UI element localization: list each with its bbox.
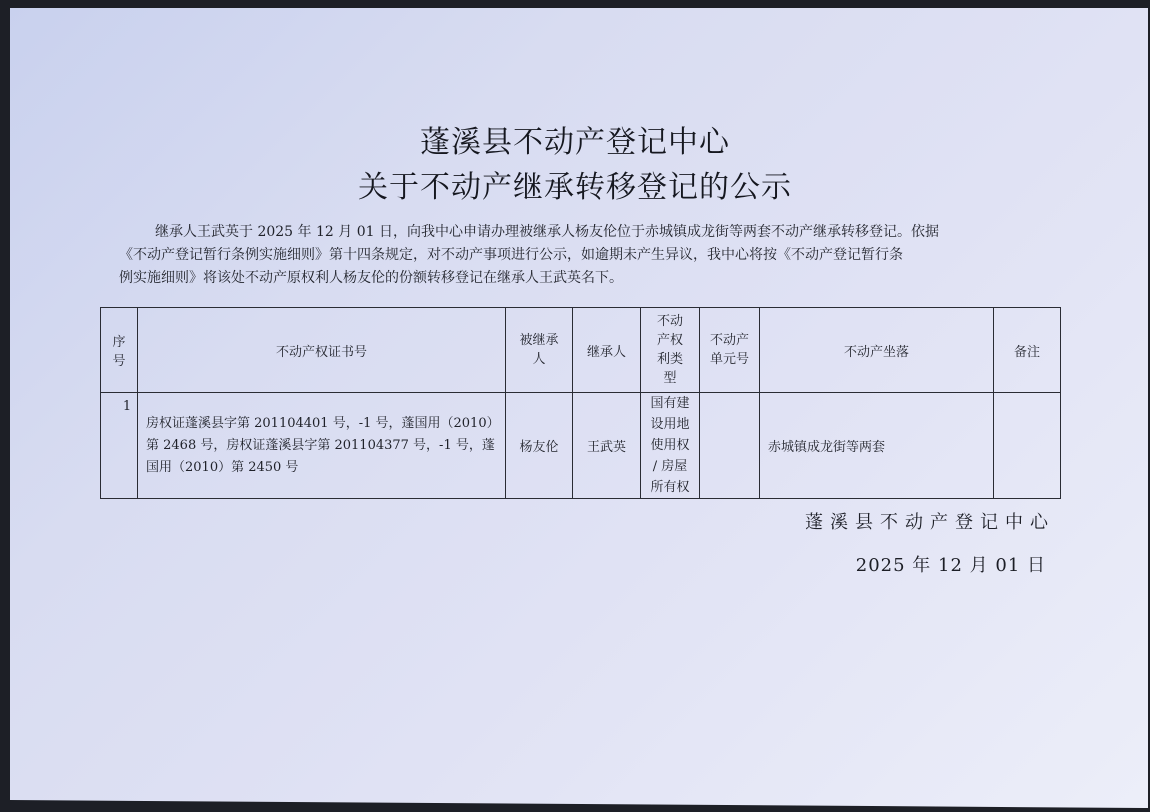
- notice-body-line3: 例实施细则》将该处不动产原权利人杨友伦的份额转移登记在继承人王武英名下。: [119, 270, 623, 286]
- header-seq: [101, 308, 138, 393]
- header-decedent-b: 人: [532, 352, 546, 367]
- header-seq-b: 号: [112, 354, 126, 369]
- property-table: [100, 307, 1061, 499]
- cell-right-type-4: / 房屋: [652, 459, 688, 474]
- cell-cert-line2: 第 2468 号，房权证蓬溪县字第 201104377 号，-1 号，蓬: [146, 437, 495, 453]
- header-remark: 备注: [994, 308, 1061, 393]
- cell-right-type-3: 使用权: [650, 438, 690, 453]
- issuer-signature: 蓬溪县不动产登记中心: [805, 512, 1055, 533]
- table-header-row: [101, 308, 1061, 393]
- header-right-type-c: 利类: [656, 352, 683, 367]
- header-location: 不动产坐落: [760, 308, 994, 393]
- cell-unit: [700, 393, 760, 499]
- notice-body-line2: 《不动产登记暂行条例实施细则》第十四条规定，对不动产事项进行公示，如逾期未产生异议，我中心将按《不动产登记暂行条: [119, 247, 903, 263]
- cell-right-type-1: 国有建: [650, 396, 690, 411]
- header-unit: [700, 308, 760, 393]
- header-right-type: [641, 308, 700, 393]
- cell-heir: 王武英: [573, 393, 641, 499]
- notice-body-line1: 继承人王武英于 2025 年 12 月 01 日，向我中心申请办理被继承人杨友伦位于赤城镇成龙街等两套不动产继承转移登记。依据: [155, 224, 939, 240]
- header-unit-a: 不动产: [709, 333, 749, 348]
- cell-cert-line3: 国用（2010）第 2450 号: [146, 459, 299, 475]
- cell-right-type: [641, 393, 700, 499]
- header-right-type-d: 型: [663, 371, 677, 386]
- cell-decedent: 杨友伦: [506, 393, 573, 499]
- cell-cert: [138, 393, 506, 499]
- header-right-type-a: 不动: [656, 314, 683, 329]
- cell-remark: [994, 393, 1061, 499]
- cell-right-type-5: 所有权: [650, 480, 690, 495]
- header-heir: 继承人: [573, 308, 641, 393]
- notice-title-line1: 蓬溪县不动产登记中心: [420, 125, 730, 160]
- header-unit-b: 单元号: [709, 352, 749, 367]
- cell-cert-line1: 房权证蓬溪县字第 201104401 号，-1 号，蓬国用（2010）: [146, 415, 500, 431]
- cell-right-type-2: 设用地: [650, 417, 690, 432]
- notice-title-line2: 关于不动产继承转移登记的公示: [358, 170, 792, 205]
- issue-date: 2025 年 12 月 01 日: [855, 555, 1046, 576]
- header-right-type-b: 产权: [656, 333, 683, 348]
- header-decedent: [506, 308, 573, 393]
- header-decedent-a: 被继承: [519, 333, 559, 348]
- header-cert: 不动产权证书号: [138, 308, 506, 393]
- cell-location: 赤城镇成龙街等两套: [760, 393, 994, 499]
- notice-body: [119, 221, 1057, 290]
- header-seq-a: 序: [112, 335, 126, 350]
- table-row: [101, 393, 1061, 499]
- cell-seq: 1: [101, 393, 138, 499]
